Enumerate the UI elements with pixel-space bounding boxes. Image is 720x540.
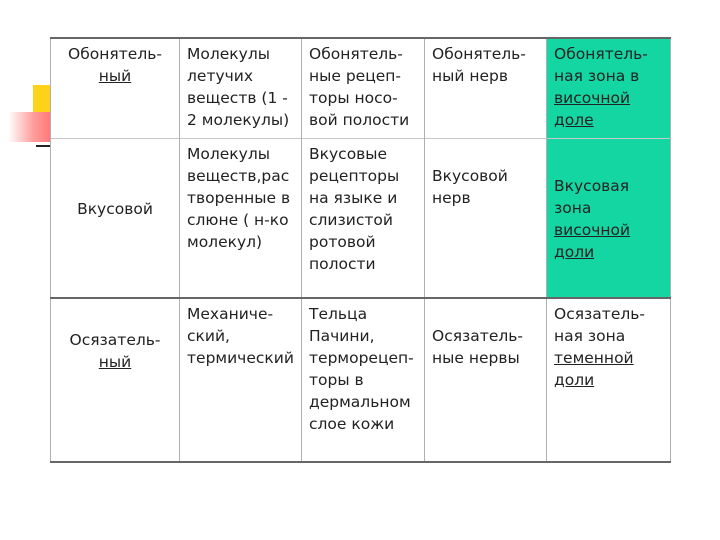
stimulus-cell [180, 298, 302, 462]
cell-line: Молекулы [187, 45, 270, 63]
receptors-cell [302, 298, 425, 462]
cell-line: веществ,рас [187, 166, 290, 185]
cell-line: Вкусовой [432, 166, 508, 185]
cell-line: ная зона [554, 327, 626, 345]
cell-line: дермальном [309, 393, 411, 411]
cell-line: творенные в [187, 188, 291, 207]
sense-type-cell [51, 138, 180, 298]
cell-line: Обонятель- [68, 45, 162, 63]
sense-type-cell [51, 38, 180, 138]
receptors-cell [302, 38, 425, 138]
cell-line: Пачини, [309, 327, 375, 345]
cell-line: на языке и [309, 188, 398, 207]
sense-type-cell [51, 298, 180, 462]
cell-line: ная зона в [554, 67, 640, 85]
nerve-cell [425, 38, 547, 138]
cell-line: Вкусовой [77, 199, 153, 218]
cell-line: ные рецеп- [309, 67, 402, 85]
cell-line: терморецеп- [309, 349, 414, 367]
cell-line: доли [554, 371, 595, 389]
receptors-cell [302, 138, 425, 298]
cell-line: нерв [432, 188, 471, 207]
cell-line: Осязатель- [554, 305, 645, 323]
cell-line: Тельца [309, 305, 368, 323]
cell-line: веществ (1 - [187, 89, 288, 107]
cell-line: термический [187, 349, 294, 367]
cortex-zone-cell [547, 38, 671, 138]
cell-line: Обонятель- [309, 45, 403, 63]
cell-line: зона [554, 198, 592, 217]
cell-line: ский, [187, 327, 230, 345]
cell-line: ный [98, 353, 132, 371]
cell-line: слюне ( н-ко [187, 210, 289, 229]
cell-line: ротовой [309, 232, 376, 251]
cell-line: ные нервы [432, 349, 520, 367]
cell-line: Обонятель- [432, 45, 526, 63]
stimulus-cell [180, 138, 302, 298]
stimulus-cell [180, 38, 302, 138]
cell-line: вой полости [309, 111, 410, 129]
cell-line: доли [554, 242, 595, 261]
table-row [51, 38, 671, 138]
cell-line: летучих [187, 67, 254, 85]
cell-line: Механиче- [187, 305, 274, 323]
cell-line: Вкусовая [554, 176, 630, 195]
cell-line: височной [554, 89, 631, 107]
cell-line: Осязатель- [432, 327, 523, 345]
nerve-cell [425, 298, 547, 462]
cell-line: Осязатель- [69, 331, 161, 349]
cell-line: ный [98, 67, 132, 85]
cell-line: 2 молекулы) [187, 111, 290, 129]
cell-line: Молекулы [187, 144, 270, 163]
cell-line: теменной [554, 349, 634, 367]
cortex-zone-cell [547, 138, 671, 298]
sensory-systems-table [50, 37, 671, 463]
cell-line: полости [309, 254, 376, 273]
cell-line: слизистой [309, 210, 393, 229]
table-row [51, 138, 671, 298]
table-row [51, 298, 671, 462]
cell-line: ный нерв [432, 67, 509, 85]
cell-line: Вкусовые [309, 144, 388, 163]
cell-line: молекул) [187, 232, 263, 251]
nerve-cell [425, 138, 547, 298]
cortex-zone-cell [547, 298, 671, 462]
cell-line: торы носо- [309, 89, 398, 107]
cell-line: Обонятель- [554, 45, 648, 63]
cell-line: доле [554, 111, 594, 129]
cell-line: слое кожи [309, 415, 395, 433]
cell-line: височной [554, 220, 631, 239]
cell-line: торы в [309, 371, 364, 389]
cell-line: рецепторы [309, 166, 400, 185]
